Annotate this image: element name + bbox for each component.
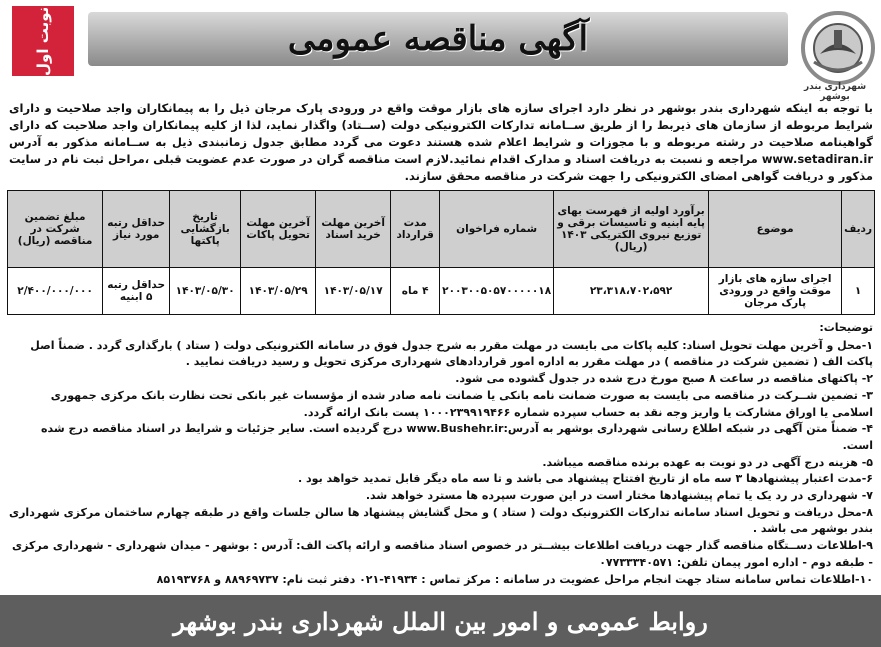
notes-title: توضیحات: [819, 321, 873, 334]
row-purchase-deadline: ۱۴۰۳/۰۵/۱۷ [316, 268, 391, 315]
note-item: ۵- هزینه درج آگهی در دو نوبت به عهده برنده مناقصه میباشد. [542, 455, 873, 469]
note-item: ۸-محل دریافت و تحویل اسناد سامانه تدارکات الکترونیک دولت ( ستاد ) و محل گشایش پیشنهاد ها سالن جلسات واقع در طبقه چهارم ساختمان مرکزی شهرداری بندر بوشهر می باشد . [9, 505, 873, 536]
note-item: ۲- پاکتهای مناقصه در ساعت ۸ صبح مورخ درج شده در جدول گشوده می شود. [455, 372, 873, 386]
header-cell: موضوع [709, 191, 842, 268]
row-index: ۱ [842, 268, 875, 315]
row-min-rank: حداقل رتبه ۵ ابنیه [103, 268, 170, 315]
row-subject: اجرای سازه های بازار موقت واقع در ورودی پارک مرجان [709, 268, 842, 315]
row-opening-date: ۱۴۰۳/۰۵/۳۰ [170, 268, 241, 315]
header-cell: آخرین مهلت خرید اسناد [316, 191, 391, 268]
header-cell: تاریخ بازگشایی پاکتها [170, 191, 241, 268]
header-cell: مبلغ تضمین شرکت در مناقصه (ریال) [8, 191, 103, 268]
header-cell: ردیف [842, 191, 875, 268]
municipality-emblem-icon [800, 10, 876, 86]
page-title: آگهی مناقصه عمومی [88, 12, 788, 66]
tender-table [7, 190, 875, 315]
header-cell: حداقل رتبه مورد نیاز [103, 191, 170, 268]
note-item: ۶-مدت اعتبار پیشنهادها ۳ سه ماه از تاریخ افتتاح پیشنهاد می باشد و تا سه ماه دیگر قابل تمدید خواهد بود . [298, 472, 873, 486]
note-item: ۱-محل و آخرین مهلت تحویل اسناد: کلیه پاکات می بایست در مهلت مقرر به شرح جدول فوق در سامانه الکترونیکی دولت ( ستاد ) بارگذاری گردد . ضمناً اصل پاکت الف ( تضمین شرکت در مناقصه ) در مهلت مقرر به اداره امور قراردادهای شهرداری مرکزی تحویل و رسید دریافت نمایید . [30, 338, 873, 369]
row-delivery-deadline: ۱۴۰۳/۰۵/۲۹ [241, 268, 316, 315]
header-cell: مدت قرارداد [391, 191, 440, 268]
header-cell: برآورد اولیه از فهرست بهای پایه ابنیه و تاسیسات برقی و توزیع نیروی الکتریکی ۱۴۰۳ (ریال) [554, 191, 709, 268]
row-estimate: ۲۳،۳۱۸،۷۰۲،۵۹۲ [554, 268, 709, 315]
note-item: ۹-اطلاعات دســتگاه مناقصه گذار جهت دریافت اطلاعات بیشــتر در خصوص اسناد مناقصه و ارائه پاکت الف: آدرس : بوشهر - میدان شهرداری - شهرداری مرکزی - طبقه دوم - اداره امور پیمان تلفن: ۰۷۷۳۳۳۴۰۵۷۱ [12, 539, 873, 569]
row-guarantee: ۲/۴۰۰/۰۰۰/۰۰۰ [8, 268, 103, 315]
header-cell: شماره فراخوان [440, 191, 554, 268]
note-item: ۷- شهرداری در رد یک یا تمام پیشنهادها مختار است در این صورت سپرده ها مسترد خواهد شد. [365, 489, 873, 503]
row-duration: ۴ ماه [391, 268, 440, 315]
first-edition-badge: نوبت اول [12, 6, 74, 76]
table-header-row [8, 191, 875, 268]
emblem-label: شهرداری بندر بوشهر [803, 82, 867, 102]
note-item: ۱۰-اطلاعات تماس سامانه ستاد جهت انجام مراحل عضویت در سامانه : مرکز تماس : ۴۱۹۳۴-۰۲۱ دفتر ثبت نام: ۸۸۹۶۹۷۳۷ و ۸۵۱۹۳۷۶۸ [156, 572, 873, 586]
footer-banner: روابط عمومی و امور بین الملل شهرداری بندر بوشهر [0, 595, 881, 647]
notes-section [9, 320, 873, 588]
table-row [8, 268, 875, 315]
note-item: ۴- ضمناً متن آگهی در شبکه اطلاع رسانی شهرداری بوشهر به آدرس:www.Bushehr.ir درج گردیده است. سایر جزئیات و شرایط در اسناد مناقصه درج شده است. [41, 422, 873, 452]
row-call-number: ۲۰۰۳۰۰۵۰۵۷۰۰۰۰۰۱۸ [440, 268, 554, 315]
note-item: ۳- تضمین شــرکت در مناقصه می بایست به صورت ضمانت نامه بانکی یا ضمانت نامه صادر شده از مؤسسات غیر بانکی تحت نظارت بانک مرکزی جمهوری اسلامی یا اوراق مشارکت یا واریز وجه نقد به حساب سپرده شماره ۱۰۰۰۲۳۹۹۱۹۴۶۶ پست بانک ارائه گردد. [50, 388, 873, 419]
header [34, 6, 867, 102]
intro-paragraph: با توجه به اینکه شهرداری بندر بوشهر در نظر دارد اجرای سازه های بازار موقت واقع در ورودی پارک مرجان ذیل را به پیمانکاران واجد صلاحیت و دارای شرایط مربوطه از سازمان های ذیربط را از طریق ســامانه تدارکات الکترونیکی دولت (ســتاد) واگذار نماید، لذا از کلیه پیمانکاران واجد صلاحیت که دارای گواهینامه صلاحیت در رشته مربوطه و با مجوزات و شرایط اعلام شده هستند دعوت می گردد مطابق جدول زمانبندی ذیل به ســامانه مذکور به آدرس www.setadiran.ir مراجعه و نسبت به دریافت اسناد و مدارک اقدام نمائید.لازم است مناقصه گران در صورت عدم عضویت قبلی ،مراحل ثبت نام در سایت مذکور و دریافت گواهی امضای الکترونیکی را جهت شرکت در مناقصه محقق سازند. [9, 101, 873, 183]
header-cell: آخرین مهلت تحویل پاکات [241, 191, 316, 268]
